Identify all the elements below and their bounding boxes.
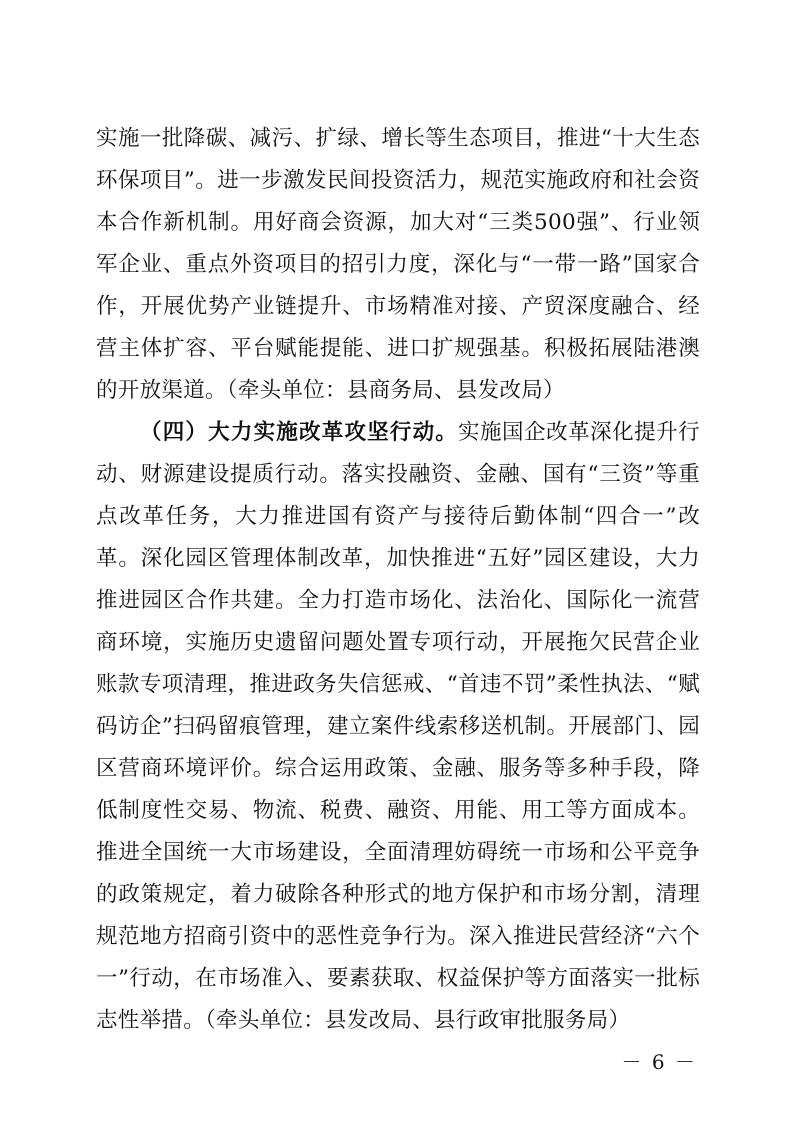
paragraph-reform-action (96, 412, 700, 1042)
paragraph-ecology-investment: 实施一批降碳、减污、扩绿、增长等生态项目，推进“十大生态环保项目”。进一步激发民间投资活力，规范实施政府和社会资本合作新机制。用好商会资源，加大对“三类500强”、行业领军企业、重点外资项目的招引力度，深化与“一带一路”国家合作，开展优势产业链提升、市场精准对接、产贸深度融合、经营主体扩容、平台赋能提能、进口扩规强基。积极拓展陆港澳的开放渠道。（牵头单位：县商务局、县发改局） (96, 126, 700, 403)
section-body-four: 实施国企改革深化提升行动、财源建设提质行动。落实投融资、金融、国有“三资”等重点改革任务，大力推进国有资产与接待后勤体制“四合一”改革。深化园区管理体制改革，加快推进“五好”园区建设，大力推进园区合作共建。全力打造市场化、法治化、国际化一流营商环境，实施历史遗留问题处置专项行动，开展拖欠民营企业账款专项清理，推进政务失信惩戒、“首违不罚”柔性执法、“赋码访企”扫码留痕管理，建立案件线索移送机制。开展部门、园区营商环境评价。综合运用政策、金融、服务等多种手段，降低制度性交易、物流、税费、融资、用能、用工等方面成本。推进全国统一大市场建设，全面清理妨碍统一市场和公平竞争的政策规定，着力破除各种形式的地方保护和市场分割，清理规范地方招商引资中的恶性竞争行为。深入推进民营经济“六个一”行动，在市场准入、要素获取、权益保护等方面落实一批标志性举措。（牵头单位：县发改局、县行政审批服务局） (96, 420, 700, 1033)
page-content (96, 118, 700, 1042)
page-number: － 6 － (621, 1050, 697, 1074)
section-heading-four: （四）大力实施改革攻坚行动。 (140, 420, 459, 445)
